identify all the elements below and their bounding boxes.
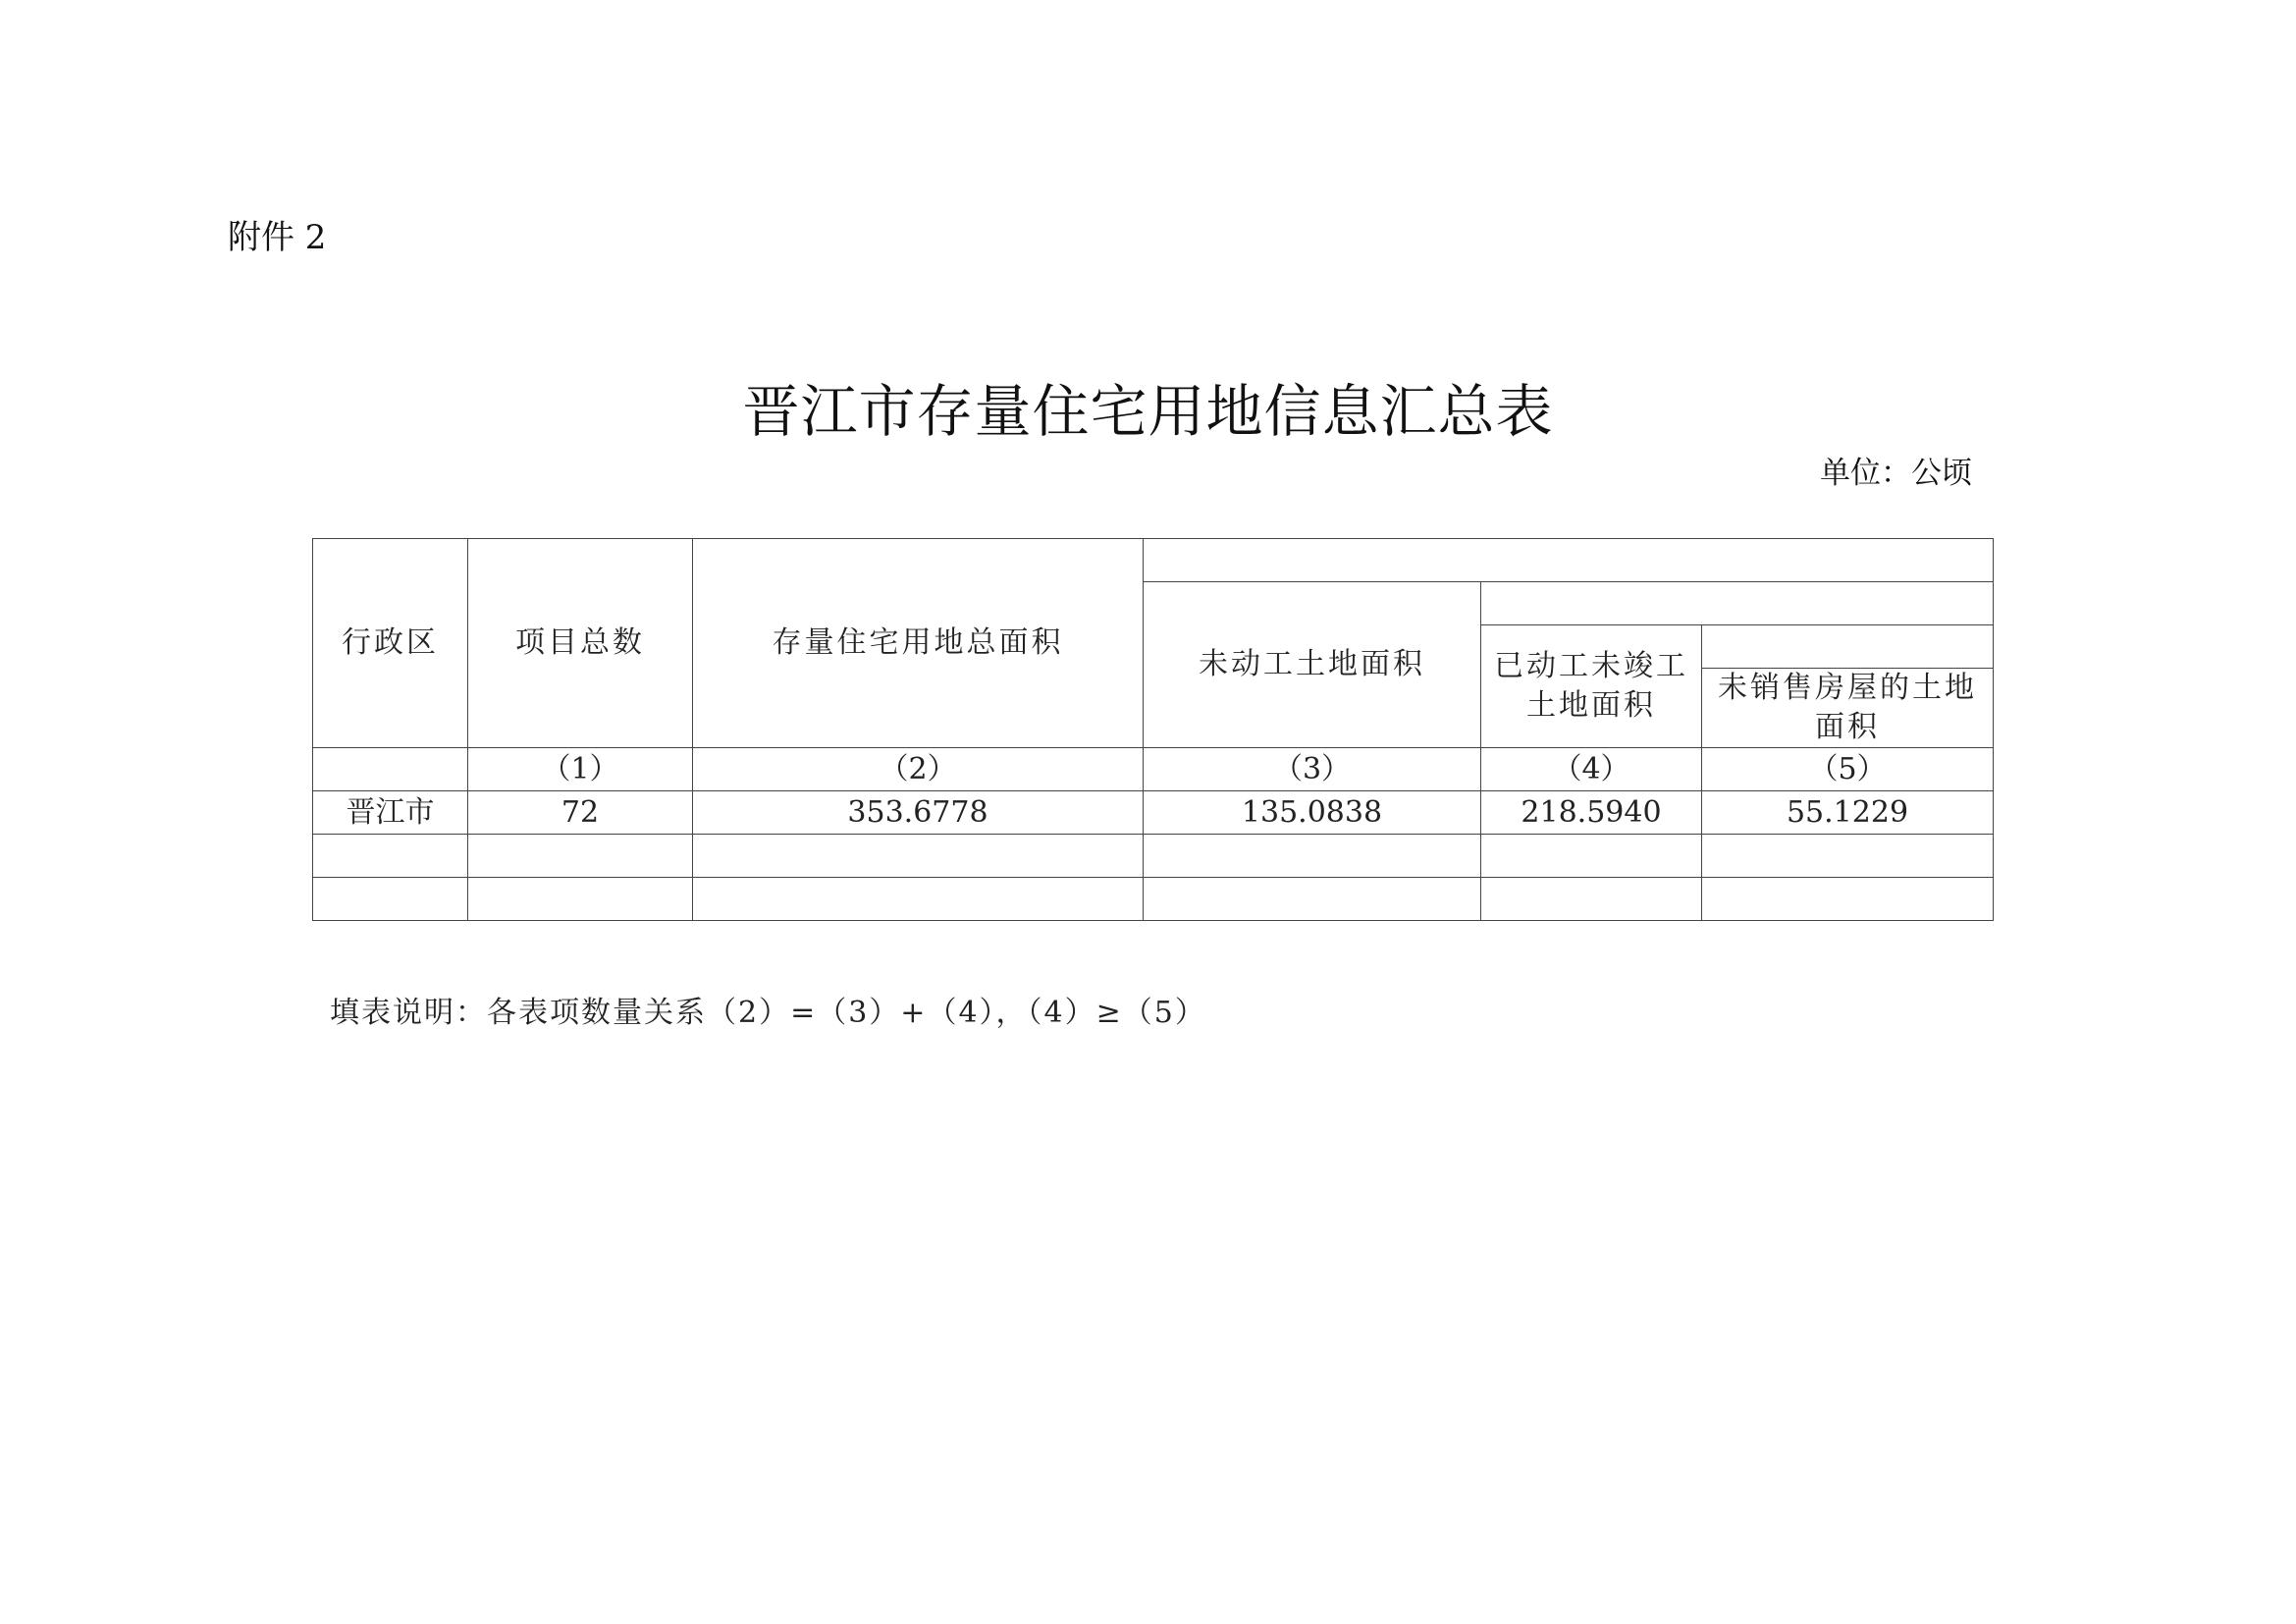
table-cell bbox=[468, 878, 693, 921]
table-cell bbox=[313, 878, 468, 921]
table-row bbox=[313, 878, 1994, 921]
page-title: 晋江市存量住宅用地信息汇总表 bbox=[742, 378, 1554, 445]
index-cell: （1） bbox=[468, 748, 693, 791]
table-cell bbox=[468, 835, 693, 878]
table-cell bbox=[1702, 878, 1994, 921]
attachment-label: 附件 2 bbox=[228, 218, 327, 257]
table-cell bbox=[693, 878, 1144, 921]
header-row-1 bbox=[313, 539, 1994, 582]
index-cell: （5） bbox=[1702, 748, 1994, 791]
table-cell bbox=[693, 835, 1144, 878]
index-cell: （4） bbox=[1481, 748, 1702, 791]
table-row bbox=[313, 791, 1994, 835]
index-cell: （3） bbox=[1144, 748, 1481, 791]
table-cell bbox=[1144, 878, 1481, 921]
summary-table bbox=[312, 538, 1994, 921]
table-cell: 晋江市 bbox=[313, 791, 468, 835]
header-district: 行政区 bbox=[313, 539, 468, 748]
table-cell: 135.0838 bbox=[1144, 791, 1481, 835]
table-cell bbox=[1702, 835, 1994, 878]
header-spacer-low bbox=[1702, 625, 1994, 669]
header-total-area: 存量住宅用地总面积 bbox=[693, 539, 1144, 748]
table-cell bbox=[1481, 835, 1702, 878]
header-spacer-top bbox=[1144, 539, 1994, 582]
table-cell: 72 bbox=[468, 791, 693, 835]
index-cell bbox=[313, 748, 468, 791]
header-spacer-mid bbox=[1481, 582, 1994, 625]
header-not-started-area: 未动工土地面积 bbox=[1144, 582, 1481, 748]
table-row bbox=[313, 835, 1994, 878]
header-started-unfinished-area: 已动工未竣工土地面积 bbox=[1481, 625, 1702, 748]
table-cell bbox=[313, 835, 468, 878]
table-cell bbox=[1481, 878, 1702, 921]
table-cell: 218.5940 bbox=[1481, 791, 1702, 835]
header-project-count: 项目总数 bbox=[468, 539, 693, 748]
unit-label: 单位：公顷 bbox=[1820, 456, 1972, 491]
table-cell: 55.1229 bbox=[1702, 791, 1994, 835]
table-cell: 353.6778 bbox=[693, 791, 1144, 835]
table-cell bbox=[1144, 835, 1481, 878]
fill-instructions-note: 填表说明：各表项数量关系（2）=（3）+（4），（4）≥（5） bbox=[330, 996, 1206, 1030]
index-row bbox=[313, 748, 1994, 791]
header-unsold-housing-area: 未销售房屋的土地面积 bbox=[1702, 669, 1994, 748]
index-cell: （2） bbox=[693, 748, 1144, 791]
